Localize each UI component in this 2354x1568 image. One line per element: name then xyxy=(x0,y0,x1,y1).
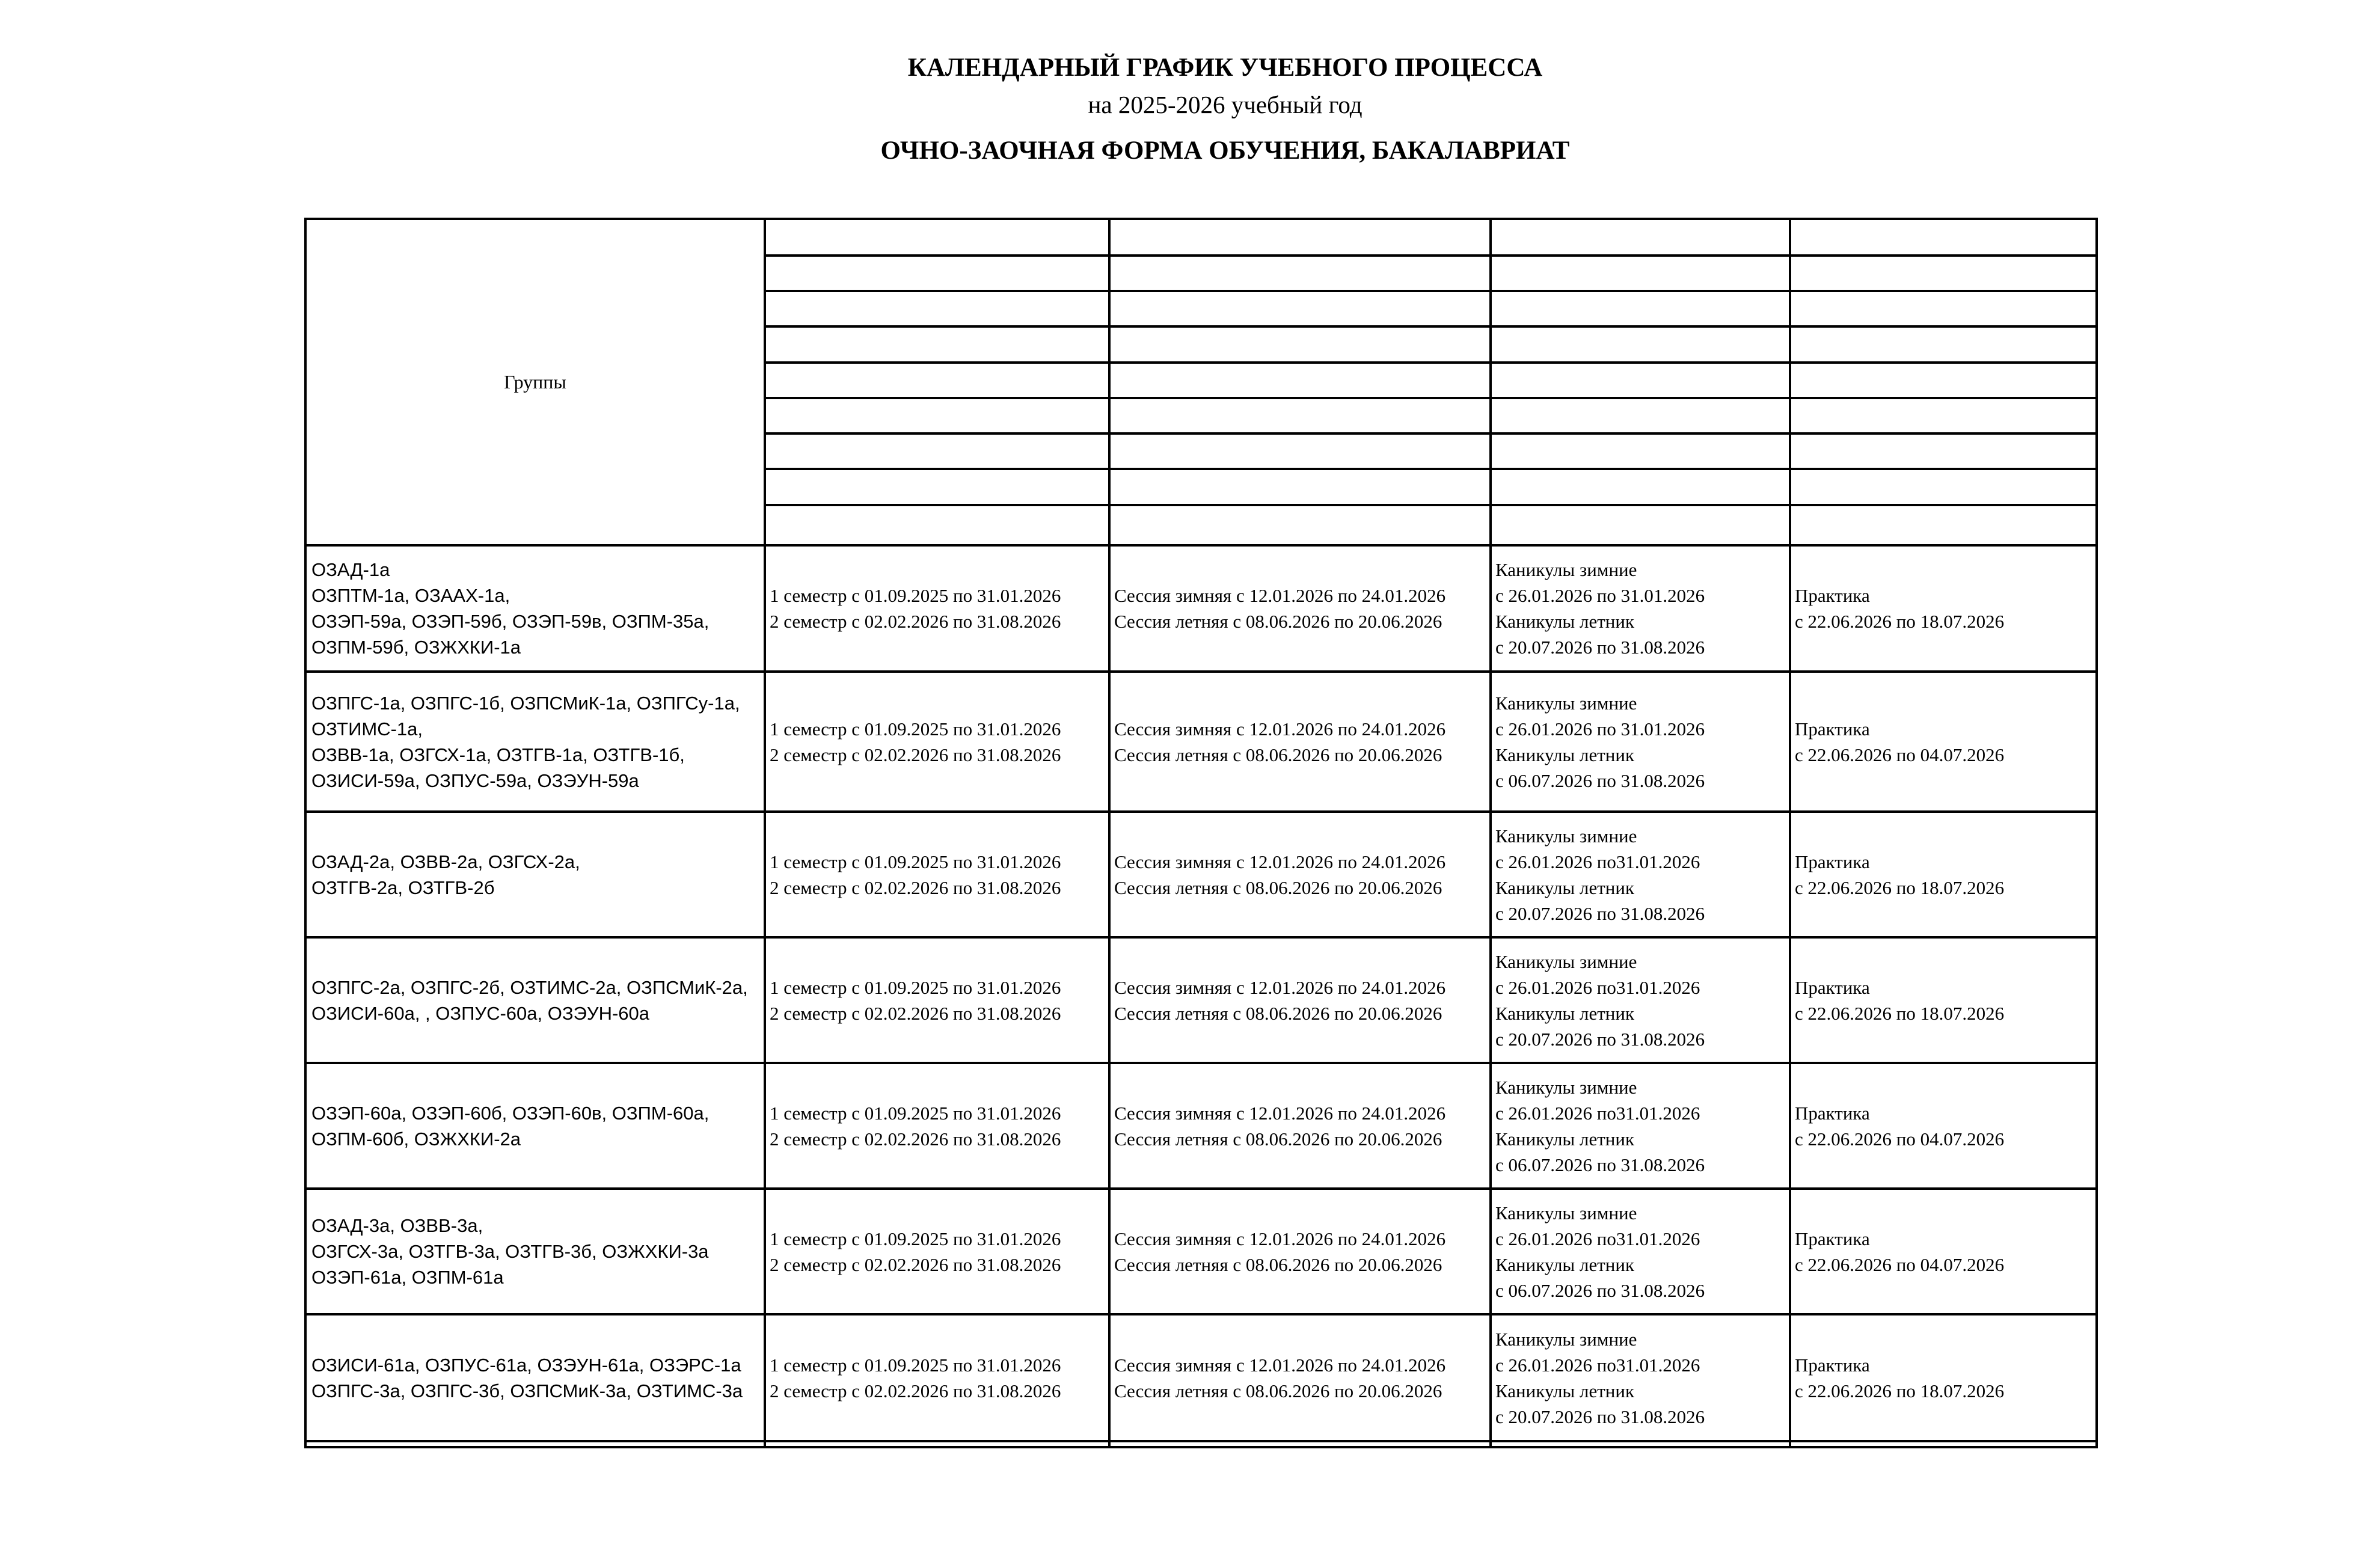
row-5-semesters-cell xyxy=(766,1064,1112,1187)
row-4-groups-cell xyxy=(307,939,768,1062)
row-4-sessions-cell-text: Сессия зимняя с 12.01.2026 по 24.01.2026 Сессия летняя с 08.06.2026 по 20.06.2026 xyxy=(1114,976,1446,1024)
row-6-semesters-cell xyxy=(766,1190,1112,1313)
row-7-groups-cell-text: ОЗИСИ-61а, ОЗПУС-61а, ОЗЭУН-61а, ОЗЭРС-1а ОЗПГС-3а, ОЗПГС-3б, ОЗПСМиК-3а, ОЗТИМС-3а xyxy=(311,1354,743,1401)
row-7-holidays-cell-text: Каникулы зимние с 26.01.2026 по31.01.2026 Каникулы летник с 20.07.2026 по 31.08.2026 xyxy=(1495,1328,1705,1427)
row-6-holidays-cell xyxy=(1492,1190,1792,1313)
row-3-semesters-cell xyxy=(766,813,1112,936)
row-3-holidays-cell-text: Каникулы зимние с 26.01.2026 по31.01.2026 Каникулы летник с 20.07.2026 по 31.08.2026 xyxy=(1495,825,1705,924)
row-6-sessions-cell xyxy=(1111,1190,1493,1313)
header-row-line xyxy=(764,361,2098,364)
row-1-sessions-cell xyxy=(1111,547,1493,670)
header-row-line xyxy=(764,254,2098,257)
row-5-sessions-cell-text: Сессия зимняя с 12.01.2026 по 24.01.2026 Сессия летняя с 08.06.2026 по 20.06.2026 xyxy=(1114,1102,1446,1150)
row-2-sessions-cell xyxy=(1111,673,1493,810)
row-1-groups-cell-text: ОЗАД-1а ОЗПТМ-1а, ОЗААХ-1а, ОЗЭП-59а, ОЗЭП-59б, ОЗЭП-59в, ОЗПМ-35а, ОЗПМ-59б, ОЗЖХКИ-1а xyxy=(311,559,710,658)
groups-header xyxy=(307,220,764,544)
row-4-practice-cell xyxy=(1791,939,2099,1062)
row-5-practice-cell xyxy=(1791,1064,2099,1187)
row-6-holidays-cell-text: Каникулы зимние с 26.01.2026 по31.01.2026 Каникулы летник с 06.07.2026 по 31.08.2026 xyxy=(1495,1202,1705,1301)
row-3-practice-cell-text: Практика с 22.06.2026 по 18.07.2026 xyxy=(1795,851,2005,898)
row-6-practice-cell-text: Практика с 22.06.2026 по 04.07.2026 xyxy=(1795,1228,2005,1275)
row-4-semesters-cell xyxy=(766,939,1112,1062)
row-5-practice-cell-text: Практика с 22.06.2026 по 04.07.2026 xyxy=(1795,1102,2005,1150)
groups-header-text: Группы xyxy=(504,371,566,393)
row-7-practice-cell xyxy=(1791,1315,2099,1440)
row-3-practice-cell xyxy=(1791,813,2099,936)
row-6-groups-cell-text: ОЗАД-3а, ОЗВВ-3а, ОЗГСХ-3а, ОЗТГВ-3а, ОЗТГВ-3б, ОЗЖХКИ-3а ОЗЭП-61а, ОЗПМ-61а xyxy=(311,1215,709,1288)
row-6-sessions-cell-text: Сессия зимняя с 12.01.2026 по 24.01.2026 Сессия летняя с 08.06.2026 по 20.06.2026 xyxy=(1114,1228,1446,1275)
row-3-sessions-cell xyxy=(1111,813,1493,936)
row-line xyxy=(304,1440,2098,1442)
row-1-practice-cell-text: Практика с 22.06.2026 по 18.07.2026 xyxy=(1795,585,2005,632)
row-5-groups-cell-text: ОЗЭП-60а, ОЗЭП-60б, ОЗЭП-60в, ОЗПМ-60а, ОЗПМ-60б, ОЗЖХКИ-2а xyxy=(311,1102,710,1150)
row-3-holidays-cell xyxy=(1492,813,1792,936)
header-row-line xyxy=(764,325,2098,328)
row-5-semesters-cell-text: 1 семестр с 01.09.2025 по 31.01.2026 2 семестр с 02.02.2026 по 31.08.2026 xyxy=(770,1102,1061,1150)
row-2-practice-cell xyxy=(1791,673,2099,810)
row-4-groups-cell-text: ОЗПГС-2а, ОЗПГС-2б, ОЗТИМС-2а, ОЗПСМиК-2а, ОЗИСИ-60а, , ОЗПУС-60а, ОЗЭУН-60а xyxy=(311,976,748,1024)
row-3-semesters-cell-text: 1 семестр с 01.09.2025 по 31.01.2026 2 семестр с 02.02.2026 по 31.08.2026 xyxy=(770,851,1061,898)
row-5-holidays-cell-text: Каникулы зимние с 26.01.2026 по31.01.2026 Каникулы летник с 06.07.2026 по 31.08.2026 xyxy=(1495,1076,1705,1175)
row-1-semesters-cell xyxy=(766,547,1112,670)
row-6-semesters-cell-text: 1 семестр с 01.09.2025 по 31.01.2026 2 семестр с 02.02.2026 по 31.08.2026 xyxy=(770,1228,1061,1275)
row-3-groups-cell-text: ОЗАД-2а, ОЗВВ-2а, ОЗГСХ-2а, ОЗТГВ-2а, ОЗТГВ-2б xyxy=(311,851,580,898)
row-7-semesters-cell-text: 1 семестр с 01.09.2025 по 31.01.2026 2 семестр с 02.02.2026 по 31.08.2026 xyxy=(770,1354,1061,1401)
header-row-line xyxy=(764,504,2098,506)
header-row-line xyxy=(764,290,2098,292)
row-2-practice-cell-text: Практика с 22.06.2026 по 04.07.2026 xyxy=(1795,718,2005,765)
row-1-holidays-cell-text: Каникулы зимние с 26.01.2026 по 31.01.2026 Каникулы летник с 20.07.2026 по 31.08.2026 xyxy=(1495,559,1705,658)
document-title: КАЛЕНДАРНЫЙ ГРАФИК УЧЕБНОГО ПРОЦЕССА xyxy=(907,54,1543,82)
row-1-practice-cell xyxy=(1791,547,2099,670)
row-2-holidays-cell xyxy=(1492,673,1792,810)
row-6-practice-cell xyxy=(1791,1190,2099,1313)
row-7-groups-cell xyxy=(307,1315,768,1440)
header-row-line xyxy=(764,432,2098,435)
row-5-groups-cell xyxy=(307,1064,768,1187)
row-5-holidays-cell xyxy=(1492,1064,1792,1187)
row-1-groups-cell xyxy=(307,547,768,670)
academic-year: на 2025-2026 учебный год xyxy=(1088,91,1362,118)
row-4-holidays-cell-text: Каникулы зимние с 26.01.2026 по31.01.2026 Каникулы летник с 20.07.2026 по 31.08.2026 xyxy=(1495,951,1705,1050)
row-4-practice-cell-text: Практика с 22.06.2026 по 18.07.2026 xyxy=(1795,976,2005,1024)
row-6-groups-cell xyxy=(307,1190,768,1313)
row-7-holidays-cell xyxy=(1492,1315,1792,1440)
row-2-semesters-cell xyxy=(766,673,1112,810)
row-7-semesters-cell xyxy=(766,1315,1112,1440)
row-1-sessions-cell-text: Сессия зимняя с 12.01.2026 по 24.01.2026 Сессия летняя с 08.06.2026 по 20.06.2026 xyxy=(1114,585,1446,632)
header-row-line xyxy=(764,397,2098,399)
header-row-line xyxy=(764,468,2098,470)
row-5-sessions-cell xyxy=(1111,1064,1493,1187)
row-2-sessions-cell-text: Сессия зимняя с 12.01.2026 по 24.01.2026 Сессия летняя с 08.06.2026 по 20.06.2026 xyxy=(1114,718,1446,765)
row-2-holidays-cell-text: Каникулы зимние с 26.01.2026 по 31.01.2026 Каникулы летник с 06.07.2026 по 31.08.2026 xyxy=(1495,692,1705,791)
row-7-practice-cell-text: Практика с 22.06.2026 по 18.07.2026 xyxy=(1795,1354,2005,1401)
study-form-heading: ОЧНО-ЗАОЧНАЯ ФОРМА ОБУЧЕНИЯ, БАКАЛАВРИАТ xyxy=(880,136,1570,165)
row-4-semesters-cell-text: 1 семестр с 01.09.2025 по 31.01.2026 2 семестр с 02.02.2026 по 31.08.2026 xyxy=(770,976,1061,1024)
table-border-bottom xyxy=(304,1446,2098,1448)
row-4-sessions-cell xyxy=(1111,939,1493,1062)
row-2-groups-cell-text: ОЗПГС-1а, ОЗПГС-1б, ОЗПСМиК-1а, ОЗПГСу-1а, ОЗТИМС-1а, ОЗВВ-1а, ОЗГСХ-1а, ОЗТГВ-1а, ОЗТГВ-1б, ОЗИСИ-59а, ОЗПУС-59а, ОЗЭУН-59а xyxy=(311,692,740,791)
row-7-sessions-cell xyxy=(1111,1315,1493,1440)
row-2-groups-cell xyxy=(307,673,768,810)
row-4-holidays-cell xyxy=(1492,939,1792,1062)
row-2-semesters-cell-text: 1 семестр с 01.09.2025 по 31.01.2026 2 семестр с 02.02.2026 по 31.08.2026 xyxy=(770,718,1061,765)
row-1-semesters-cell-text: 1 семестр с 01.09.2025 по 31.01.2026 2 семестр с 02.02.2026 по 31.08.2026 xyxy=(770,585,1061,632)
row-7-sessions-cell-text: Сессия зимняя с 12.01.2026 по 24.01.2026 Сессия летняя с 08.06.2026 по 20.06.2026 xyxy=(1114,1354,1446,1401)
row-1-holidays-cell xyxy=(1492,547,1792,670)
row-3-sessions-cell-text: Сессия зимняя с 12.01.2026 по 24.01.2026 Сессия летняя с 08.06.2026 по 20.06.2026 xyxy=(1114,851,1446,898)
row-3-groups-cell xyxy=(307,813,768,936)
